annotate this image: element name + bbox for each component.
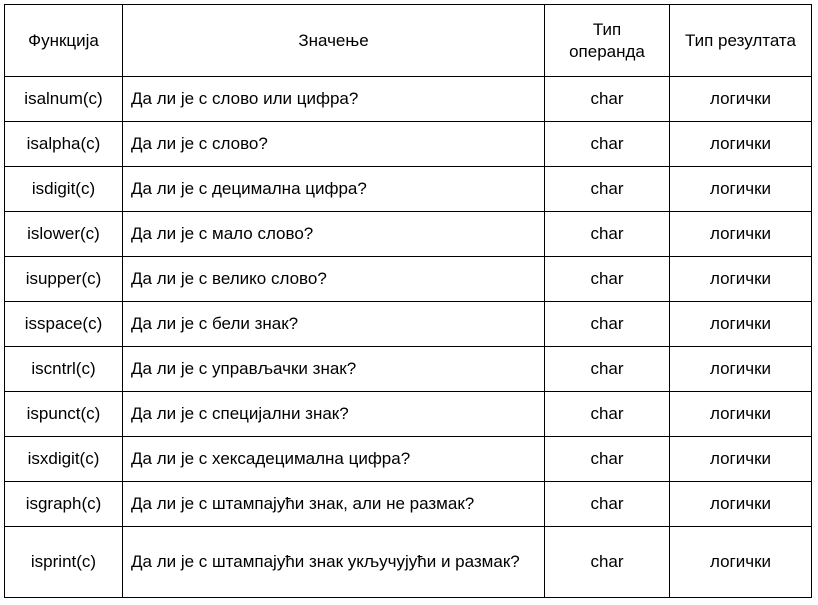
function-cell: iscntrl(c) xyxy=(5,347,123,392)
result-cell: логички xyxy=(670,122,812,167)
function-cell: ispunct(c) xyxy=(5,392,123,437)
table-row xyxy=(5,347,812,392)
function-cell: isprint(c) xyxy=(5,527,123,598)
header-function: Функција xyxy=(5,5,123,77)
table-row xyxy=(5,527,812,598)
meaning-cell: Да ли је c велико слово? xyxy=(123,257,545,302)
result-cell: логички xyxy=(670,257,812,302)
operand-cell: char xyxy=(545,167,670,212)
result-cell: логички xyxy=(670,437,812,482)
result-cell: логички xyxy=(670,392,812,437)
operand-cell: char xyxy=(545,482,670,527)
table-row xyxy=(5,437,812,482)
result-cell: логички xyxy=(670,167,812,212)
result-cell: логички xyxy=(670,482,812,527)
operand-cell: char xyxy=(545,122,670,167)
header-operand-type: Тип операнда xyxy=(545,5,670,77)
function-cell: isspace(c) xyxy=(5,302,123,347)
meaning-cell: Да ли је c децимална цифра? xyxy=(123,167,545,212)
operand-cell: char xyxy=(545,257,670,302)
table-row xyxy=(5,77,812,122)
table-row xyxy=(5,257,812,302)
function-cell: isalnum(c) xyxy=(5,77,123,122)
operand-cell: char xyxy=(545,347,670,392)
header-row xyxy=(5,5,812,77)
result-cell: логички xyxy=(670,347,812,392)
meaning-cell: Да ли је c бели знак? xyxy=(123,302,545,347)
function-cell: isgraph(c) xyxy=(5,482,123,527)
meaning-cell: Да ли је c штампајући знак укључујући и размак? xyxy=(123,527,545,598)
table-row xyxy=(5,482,812,527)
table-row xyxy=(5,122,812,167)
function-cell: isdigit(c) xyxy=(5,167,123,212)
header-result-type: Тип резултата xyxy=(670,5,812,77)
function-cell: isupper(c) xyxy=(5,257,123,302)
meaning-cell: Да ли је c хексадецимална цифра? xyxy=(123,437,545,482)
operand-cell: char xyxy=(545,77,670,122)
table-row xyxy=(5,392,812,437)
meaning-cell: Да ли је c штампајући знак, али не размак? xyxy=(123,482,545,527)
functions-table xyxy=(4,4,812,598)
meaning-cell: Да ли је c слово или цифра? xyxy=(123,77,545,122)
operand-cell: char xyxy=(545,437,670,482)
meaning-cell: Да ли је c специјални знак? xyxy=(123,392,545,437)
result-cell: логички xyxy=(670,212,812,257)
result-cell: логички xyxy=(670,527,812,598)
operand-cell: char xyxy=(545,527,670,598)
table-row xyxy=(5,302,812,347)
table-header xyxy=(5,5,812,77)
meaning-cell: Да ли је c управљачки знак? xyxy=(123,347,545,392)
result-cell: логички xyxy=(670,77,812,122)
result-cell: логички xyxy=(670,302,812,347)
table-row xyxy=(5,212,812,257)
table-body xyxy=(5,77,812,598)
function-cell: islower(c) xyxy=(5,212,123,257)
meaning-cell: Да ли је c мало слово? xyxy=(123,212,545,257)
header-meaning: Значење xyxy=(123,5,545,77)
table-row xyxy=(5,167,812,212)
function-cell: isalpha(c) xyxy=(5,122,123,167)
meaning-cell: Да ли је c слово? xyxy=(123,122,545,167)
operand-cell: char xyxy=(545,302,670,347)
operand-cell: char xyxy=(545,392,670,437)
operand-cell: char xyxy=(545,212,670,257)
function-cell: isxdigit(c) xyxy=(5,437,123,482)
